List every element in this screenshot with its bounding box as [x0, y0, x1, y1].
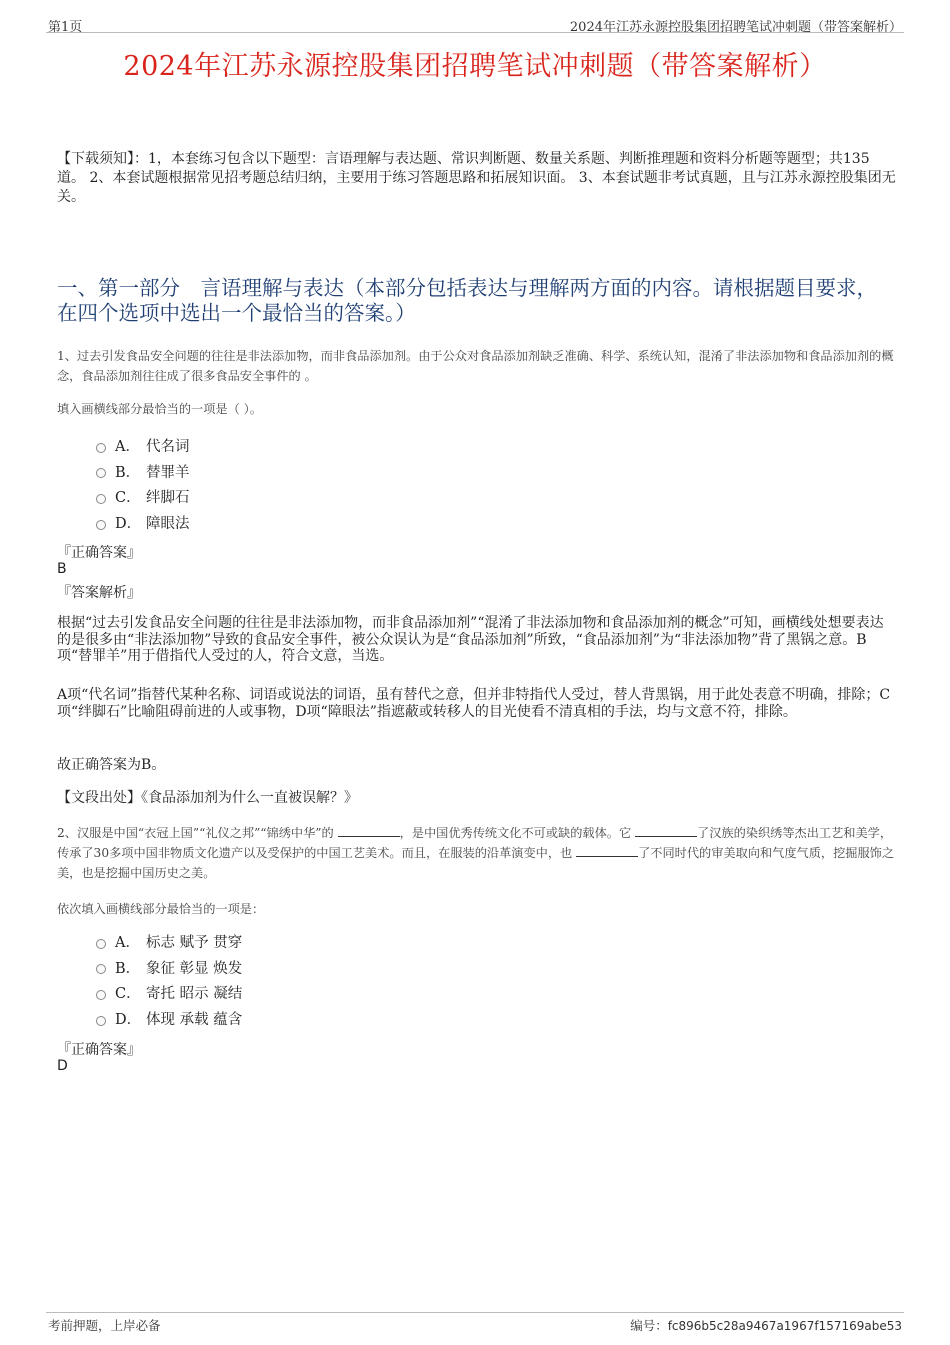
option-d[interactable]: D． 体现 承载 蕴含 — [96, 1006, 242, 1032]
page-header — [46, 14, 904, 33]
option-a[interactable]: A． 标志 赋予 贯穿 — [96, 929, 242, 955]
option-c[interactable]: C． 寄托 昭示 凝结 — [96, 980, 242, 1006]
radio-icon[interactable] — [96, 1016, 106, 1026]
radio-icon[interactable] — [96, 494, 106, 504]
question-2-options — [96, 929, 242, 1031]
answer-label: 『正确答案』 — [57, 1042, 141, 1058]
answer-label: 『正确答案』 — [57, 545, 141, 561]
question-1-options — [96, 433, 190, 535]
source-citation: 【文段出处】《食品添加剂为什么一直被误解？》 — [57, 790, 358, 806]
analysis-label: 『答案解析』 — [57, 585, 141, 601]
radio-icon[interactable] — [96, 520, 106, 530]
analysis-paragraph-1: 根据“过去引发食品安全问题的往往是非法添加物，而非食品添加剂”“混淆了非法添加物和食品添加剂的概念”可知，画横线处想要表达的是很多由“非法添加物”导致的食品安全事件，被公众误认为是“食品添加剂”所致，“食品添加剂”为“非法添加物”背了黑锅之意。B项“替罪羊”用于借指代人受过的人，符合文意，当选。 — [57, 615, 884, 664]
download-notice: 【下载须知】：1，本套练习包含以下题型：言语理解与表达题、常识判断题、数量关系题、判断推理题和资料分析题等题型；共135道。 2、本套试题根据常见招考题总结归纳，主要用于练习答题思路和拓展知识面。 3、本套试题非考试真题，且与江苏永源控股集团无关。 — [57, 151, 896, 205]
question-1-prompt: 填入画横线部分最恰当的一项是（ ）。 — [57, 402, 262, 416]
page-number: 第1页 — [48, 20, 83, 35]
fill-blank — [338, 824, 400, 837]
question-1-text: 1、过去引发食品安全问题的往往是非法添加物，而非食品添加剂。由于公众对食品添加剂缺乏准确、科学、系统认知，混淆了非法添加物和食品添加剂的概念，食品添加剂往往成了很多食品安全事件的 。 — [57, 349, 894, 383]
radio-icon[interactable] — [96, 443, 106, 453]
analysis-paragraph-2: A项“代名词”指替代某种名称、词语或说法的词语，虽有替代之意，但并非特指代人受过，替人背黑锅，用于此处表意不明确，排除；C项“绊脚石”比喻阻碍前进的人或事物，D项“障眼法”指遮蔽或转移人的目光使看不清真相的手法，均与文意不符，排除。 — [57, 687, 891, 720]
radio-icon[interactable] — [96, 964, 106, 974]
page-title: 2024年江苏永源控股集团招聘笔试冲刺题（带答案解析） — [123, 51, 827, 82]
option-a[interactable]: A． 代名词 — [96, 433, 190, 459]
fill-blank — [635, 824, 697, 837]
header-doc-title: 2024年江苏永源控股集团招聘笔试冲刺题（带答案解析） — [569, 20, 902, 35]
option-d[interactable]: D． 障眼法 — [96, 510, 190, 536]
analysis-conclusion: 故正确答案为B。 — [57, 757, 166, 773]
question-2-prompt: 依次填入画横线部分最恰当的一项是： — [57, 902, 265, 916]
answer-value: B — [57, 561, 67, 577]
footer-code: 编号：fc896b5c28a9467a1967f157169abe53 — [630, 1318, 902, 1333]
option-c[interactable]: C． 绊脚石 — [96, 484, 190, 510]
option-b[interactable]: B． 象征 彰显 焕发 — [96, 955, 242, 981]
fill-blank — [576, 844, 638, 857]
option-b[interactable]: B． 替罪羊 — [96, 459, 190, 485]
answer-value: D — [57, 1058, 68, 1074]
radio-icon[interactable] — [96, 468, 106, 478]
footer-motto: 考前押题，上岸必备 — [48, 1318, 161, 1333]
radio-icon[interactable] — [96, 939, 106, 949]
page-footer — [46, 1312, 904, 1335]
radio-icon[interactable] — [96, 990, 106, 1000]
question-2-text: 2、汉服是中国“衣冠上国”“礼仪之邦”“锦绣中华”的 ，是中国优秀传统文化不可或缺的载体。它 了汉族的染织绣等杰出工艺和美学，传承了30多项中国非物质文化遗产以及受保护的中国工艺美术。而且，在服装的沿革演变中，也 了不同时代的审美取向和气度气质，挖掘服饰之美，也是挖掘中国历史之美。 — [57, 826, 895, 880]
section-title: 一、第一部分 言语理解与表达（本部分包括表达与理解两方面的内容。请根据题目要求，在四个选项中选出一个最恰当的答案。） — [57, 276, 877, 325]
